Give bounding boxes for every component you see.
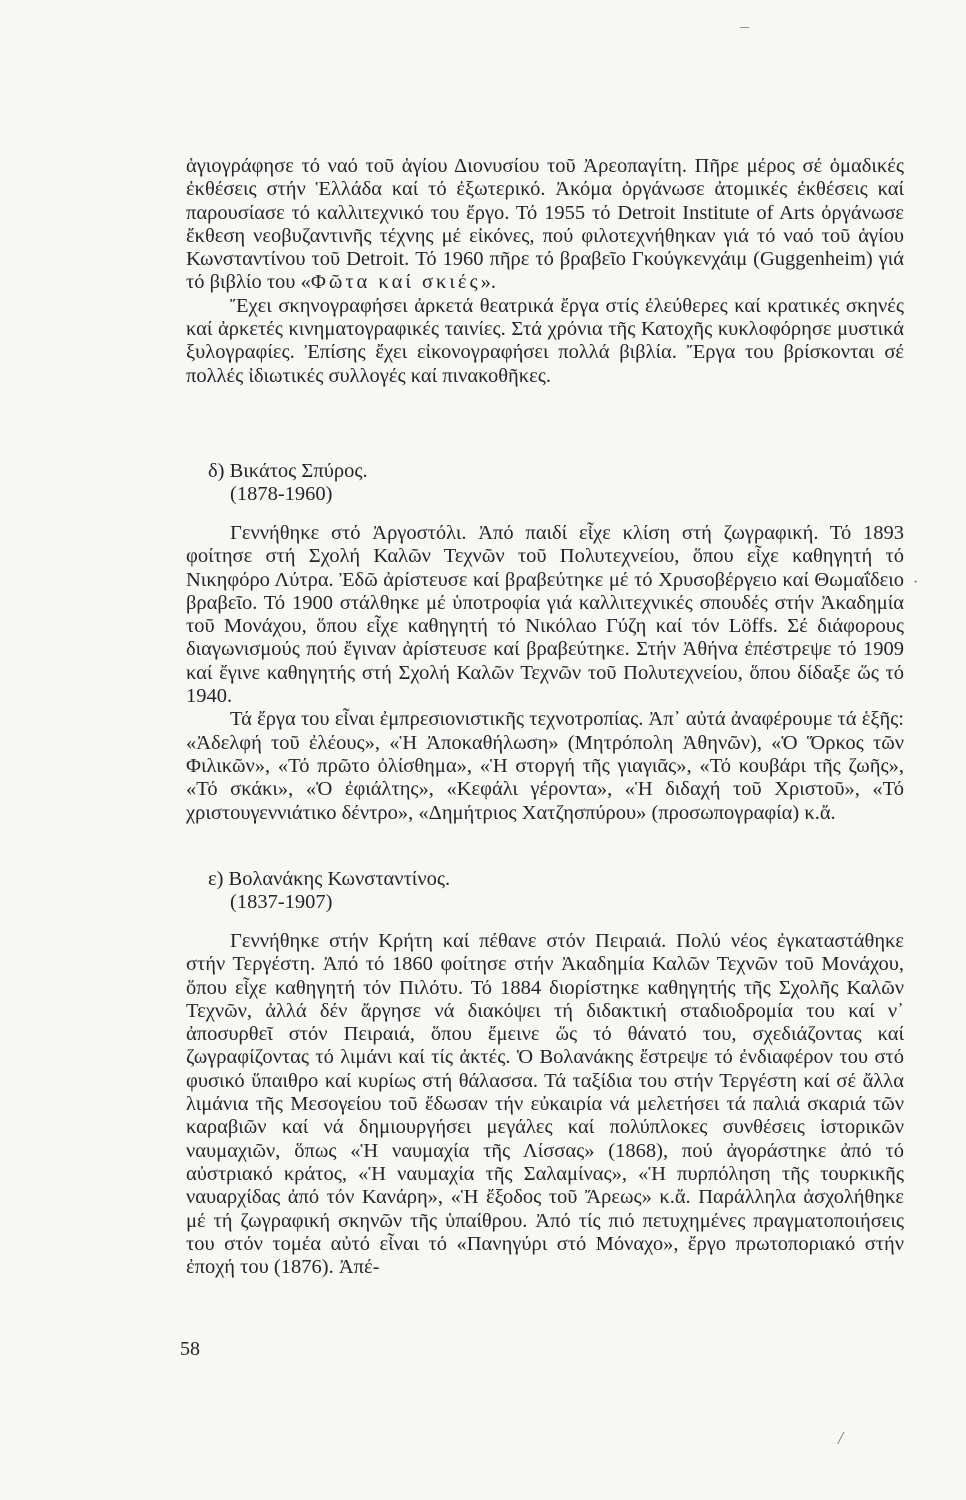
paragraph-stage-design: Ἔχει σκηνογραφήσει ἀρκετά θεατρικά ἔργα στίς ἐλεύθερες καί κρατικές σκηνές καί ἀρκετές κινηματογραφικές ταινίες. Στά χρόνια τῆς Κατοχῆς κυκλοφόρησε μυστικά ξυλογραφίες. Ἐπίσης ἔχει εἰκονογραφήσει πολλά βιβλία. Ἔργα του βρίσκονται σέ πολλές ἰδιωτικές συλλογές καί πινακοθῆκες.	[186, 294, 904, 387]
margin-dot-mark: ·	[913, 574, 919, 591]
section-d-heading	[208, 460, 368, 507]
section-e-title: ε) Βολανάκης Κωνσταντίνος.	[208, 868, 451, 890]
book-title: Φῶτα καί σκιές	[310, 271, 481, 294]
top-text	[186, 155, 904, 388]
corner-slash-mark: /	[838, 1428, 844, 1448]
section-e-dates: (1837-1907)	[230, 891, 333, 914]
paragraph-continuation: ἁγιογράφησε τό ναό τοῦ ἁγίου Διονυσίου τοῦ Ἀρεοπαγίτη. Πῆρε μέρος σέ ὁμαδικές ἐκθέσεις στήν Ἑλλάδα καί τό ἐξωτερικό. Ἀκόμα ὀργάνωσε ἀτομικές ἐκθέσεις καί παρουσίασε τό καλλιτεχνικό του ἔργο. Τό 1955 τό Detroit Institute of Arts ὀργάνωσε ἔκθεση νεοβυζαντινῆς τέχνης μέ εἰκόνες, πού φιλοτεχνήθηκαν γιά τό ναό τοῦ ἁγίου Κωνσταντίνου τοῦ Detroit. Τό 1960 πῆρε τό βραβεῖο Γκούγκενχάιμ (Guggenheim) γιά τό βιβλίο του «Φῶτα καί σκιές».	[186, 155, 904, 294]
page-number: 58	[180, 1338, 200, 1360]
top-dash-mark: –	[740, 16, 749, 36]
section-d-body	[186, 522, 904, 825]
section-d-dates: (1878-1960)	[230, 483, 333, 506]
section-d-title: δ) Βικάτος Σπύρος.	[208, 460, 368, 482]
section-d-paragraph-works: Τά ἔργα του εἶναι ἐμπρεσιονιστικῆς τεχνοτροπίας. Ἀπ᾿ αὐτά ἀναφέρουμε τά ἑξῆς: «Ἀδελφή τοῦ ἐλέους», «Ἡ Ἀποκαθήλωση» (Μητρόπολη Ἀθηνῶν), «Ὁ Ὅρκος τῶν Φιλικῶν», «Τό πρῶτο ὀλίσθημα», «Ἡ στοργή τῆς γιαγιᾶς», «Τό κουβάρι τῆς ζωῆς», «Τό σκάκι», «Ὁ ἐφιάλτης», «Κεφάλι γέροντα», «Ἡ διδαχή τοῦ Χριστοῦ», «Τό χριστουγεννιάτικο δέντρο», «Δημήτριος Χατζησπύρου» (προσωπογραφία) κ.ἄ.	[186, 708, 904, 824]
section-d-paragraph-bio: Γεννήθηκε στό Ἀργοστόλι. Ἀπό παιδί εἶχε κλίση στή ζωγραφική. Τό 1893 φοίτησε στή Σχολή Καλῶν Τεχνῶν τοῦ Πολυτεχνείου, ὅπου εἶχε καθηγητή τό Νικηφόρο Λύτρα. Ἐδῶ ἀρίστευσε καί βραβεύτηκε μέ τό Χρυσοβέργειο καί Θωμαΐδειο βραβεῖο. Τό 1900 στάλθηκε μέ ὑποτροφία γιά καλλιτεχνικές σπουδές στήν Ἀκαδημία τοῦ Μονάχου, ὅπου εἶχε καθηγητή τό Νικόλαο Γύζη καί τόν Löffs. Σέ διάφορους διαγωνισμούς πού ἔγιναν ἀρίστευσε καί βραβεύτηκε. Στήν Ἀθήνα ἐπέστρεψε τό 1909 καί ἔγινε καθηγητής στή Σχολή Καλῶν Τεχνῶν τοῦ Πολυτεχνείου, ὅπου δίδαξε ὥς τό 1940.	[186, 522, 904, 708]
section-e-paragraph: Γεννήθηκε στήν Κρήτη καί πέθανε στόν Πειραιά. Πολύ νέος ἐγκαταστάθηκε στήν Τεργέστη. Ἀπό τό 1860 φοίτησε στήν Ἀκαδημία Καλῶν Τεχνῶν τοῦ Μονάχου, ὅπου εἶχε καθηγητή τόν Πιλότυ. Τό 1884 διορίστηκε καθηγητής τῆς Σχολῆς Καλῶν Τεχνῶν, ἀλλά δέν ἄργησε νά διακόψει τή διδακτική σταδιοδρομία του καί ν᾿ ἀποσυρθεῖ στόν Πειραιά, ὅπου ἔμεινε ὥς τό θάνατό του, σχεδιάζοντας καί ζωγραφίζοντας τό λιμάνι καί τίς ἀκτές. Ὁ Βολανάκης ἔστρεψε τό ἐνδιαφέρον του στό φυσικό ὕπαιθρο καί κυρίως στή θάλασσα. Τά ταξίδια του στήν Τεργέστη καί σέ ἄλλα λιμάνια τῆς Μεσογείου τοῦ ἔδωσαν τήν εὐκαιρία νά μελετήσει τά παλιά σκαριά τῶν καραβιῶν καί νά δημιουργήσει μεγάλες καί πολύπλοκες συνθέσεις ἱστορικῶν ναυμαχιῶν, ὅπως «Ἡ ναυμαχία τῆς Λίσσας» (1868), πού ἀγοράστηκε ἀπό τό αὐστριακό κράτος, «Ἡ ναυμαχία τῆς Σαλαμίνας», «Ἡ πυρπόληση τῆς τουρκικῆς ναυαρχίδας ἀπό τόν Κανάρη», «Ἡ ἔξοδος τοῦ Ἄρεως» κ.ἄ. Παράλληλα ἀσχολήθηκε μέ τή ζωγραφική σκηνῶν τῆς ὑπαίθρου. Ἀπό τίς πιό πετυχημένες πραγματοποιήσεις του στόν τομέα αὐτό εἶναι τό «Πανηγύρι στό Μόναχο», ἔργο πρωτοποριακό στήν ἐποχή του (1876). Ἀπέ-	[186, 930, 904, 1279]
section-e-body	[186, 930, 904, 1279]
section-e-heading	[208, 868, 450, 915]
